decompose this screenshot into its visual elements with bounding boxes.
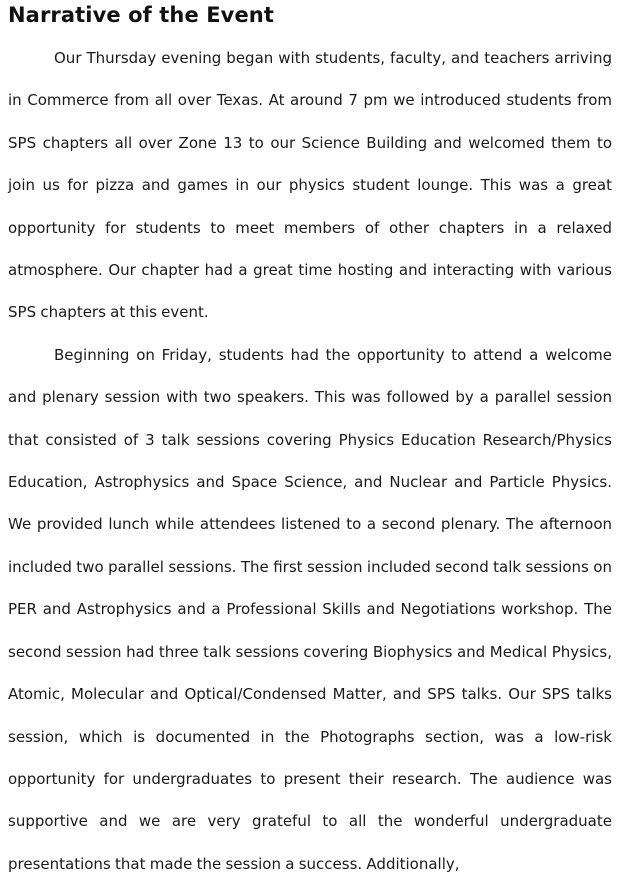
paragraph-thursday: Our Thursday evening began with students, faculty, and teachers arriving in Commerce from all over Texas. At around 7 pm we introduced students from SPS chapters all over Zone 13 to our Science Building and welcomed them to join us for pizza and games in our physics student lounge. This was a great opportunity for students to meet members of other chapters in a relaxed atmosphere. Our chapter had a great time hosting and interacting with various SPS chapters at this event. [8,49,612,322]
section-heading: Narrative of the Event [8,3,274,27]
paragraph-friday: Beginning on Friday, students had the opportunity to attend a welcome and plenary session with two speakers. This was followed by a parallel session that consisted of 3 talk sessions covering Physics Education Research/Physics Education, Astrophysics and Space Science, and Nuclear and Particle Physics. We provided lunch while attendees listened to a second plenary. The afternoon included two parallel sessions. The first session included second talk sessions on PER and Astrophysics and a Professional Skills and Negotiations workshop. The second session had three talk sessions covering Biophysics and Medical Physics, Atomic, Molecular and Optical/Condensed Matter, and SPS talks. Our SPS talks session, which is documented in the Photographs section, was a low-risk opportunity for undergraduates to present their research. The audience was supportive and we are very grateful to all the wonderful undergraduate presentations that made the session a success. Additionally, [8,345,612,873]
